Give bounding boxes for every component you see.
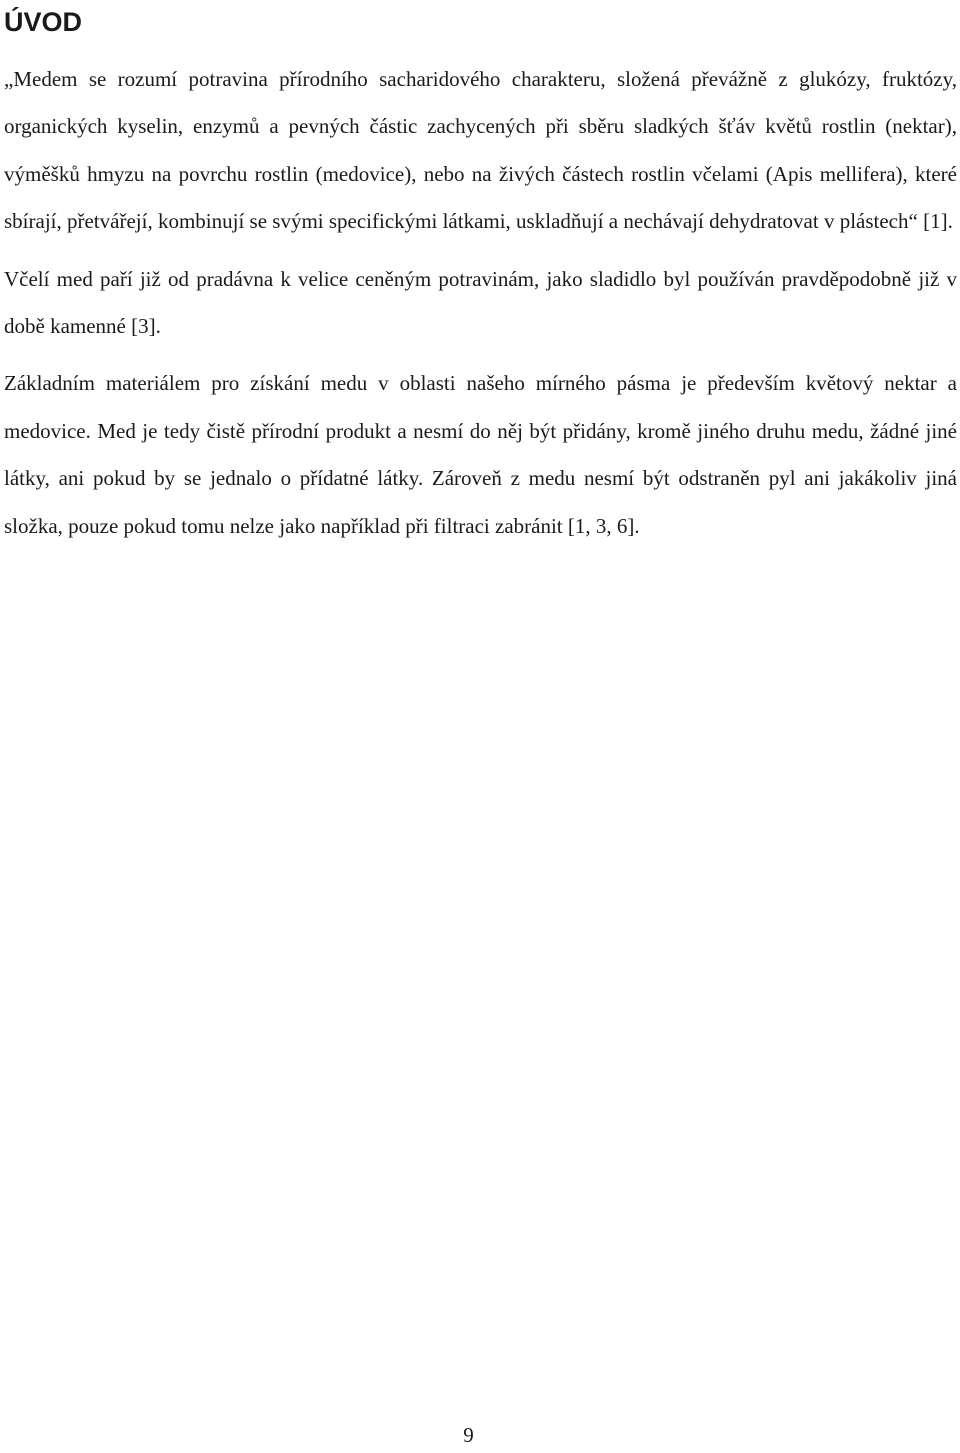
paragraph-honey-sources: Základním materiálem pro získání medu v oblasti našeho mírného pásma je především květový nektar a medovice. Med je tedy čistě přírodní produkt a nesmí do něj být přidány, kromě jiného druhu medu, žádné jiné látky, ani pokud by se jednalo o přídatné látky. Zároveň z medu nesmí být odstraněn pyl ani jakákoliv jiná složka, pouze pokud tomu nelze jako například při filtraci zabránit [1, 3, 6].: [4, 371, 957, 538]
paragraph-honey-definition: „Medem se rozumí potravina přírodního sacharidového charakteru, složená převážně z glukózy, fruktózy, organických kyselin, enzymů a pevných částic zachycených při sběru sladkých šťáv květů rostlin (nektar), výměšků hmyzu na povrchu rostlin (medovice), nebo na živých částech rostlin včelami (Apis mellifera), které sbírají, přetvářejí, kombinují se svými specifickými látkami, uskladňují a nechávají dehydratovat v plástech“ [1].: [4, 67, 957, 234]
section-heading: ÚVOD: [4, 7, 83, 37]
page-number: 9: [463, 1423, 474, 1447]
paragraph-honey-history: Včelí med paří již od pradávna k velice ceněným potravinám, jako sladidlo byl používán pravděpodobně již v době kamenné [3].: [4, 266, 957, 339]
body-text: [4, 56, 957, 560]
